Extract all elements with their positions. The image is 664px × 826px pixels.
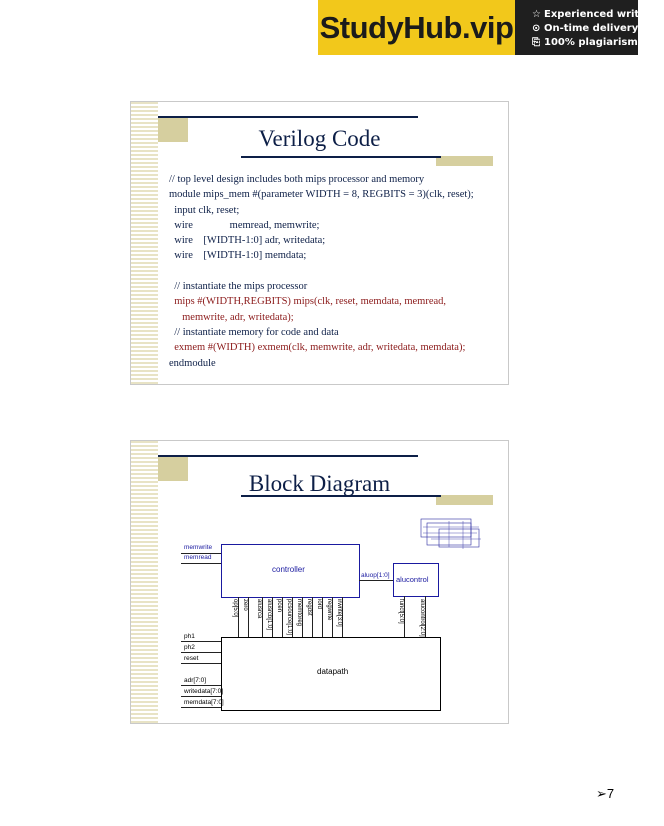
feature-item: ☆ Experienced writers xyxy=(532,9,657,20)
title-accent-bar xyxy=(436,156,493,166)
controller-label: controller xyxy=(272,565,305,574)
slide-block-diagram xyxy=(130,440,509,724)
signal-label-alucontrol: alucontrol[2:0] xyxy=(419,599,425,637)
ph2-label: ph2 xyxy=(184,644,195,651)
signal-wire xyxy=(272,597,273,637)
signal-label-zero: zero xyxy=(242,599,248,611)
slide-title: Verilog Code xyxy=(258,126,381,151)
slide-verilog-code xyxy=(130,101,509,385)
aluop-wire xyxy=(359,580,393,581)
signal-label-regdst: regdst xyxy=(306,599,312,616)
signal-wire xyxy=(404,596,405,637)
memwrite-label: memwrite xyxy=(184,544,213,551)
writedata-wire xyxy=(181,696,221,697)
banner-features xyxy=(532,8,664,50)
signal-label-iord: iord xyxy=(316,599,322,610)
title-top-rule xyxy=(158,116,418,118)
ad-banner[interactable] xyxy=(318,0,664,55)
signal-label-memtoreg: memtoreg xyxy=(296,599,302,627)
writedata-label: writedata[7:0] xyxy=(184,688,224,695)
aluop-label: aluop[1:0] xyxy=(361,572,390,579)
datapath-label: datapath xyxy=(317,667,349,676)
signal-label-pcen: pcen xyxy=(276,599,282,613)
studyhub-logo[interactable]: StudyHub.vip xyxy=(318,0,515,55)
signal-wire xyxy=(238,597,239,637)
signal-wire xyxy=(282,597,283,637)
ph1-label: ph1 xyxy=(184,633,195,640)
star-icon: ☆ xyxy=(532,9,541,20)
alucontrol-label: alucontrol xyxy=(396,575,429,584)
ph2-wire xyxy=(181,652,221,653)
slide-title: Block Diagram xyxy=(248,471,391,496)
feature-item: ⊙ On-time delivery xyxy=(532,23,639,34)
signal-wire xyxy=(342,597,343,637)
feature-item: ⎘ 100% plagiarism free xyxy=(532,37,664,48)
memdata-label: memdata[7:0] xyxy=(184,699,224,706)
signal-wire xyxy=(302,597,303,637)
signal-label-funct: funct[5:0] xyxy=(398,599,404,624)
signal-wire xyxy=(425,596,426,637)
verilog-code-block: // top level design includes both mips processor and memory module mips_mem #(parameter WIDTH = 8, REGBITS = 3)(clk, reset); input clk, reset; wire memread, memwrite; wire [WIDTH-1:0] adr, writedata; wire [WIDTH-1:0] memdata; // instantiate the mips processor mips #(WIDTH,REGBITS) mips(clk, reset, memdata, memread, memwrite, adr, writedata); // instantiate memory for code and data exmem #(WIDTH) exmem(clk, memwrite, adr, writedata, memdata); endmodule xyxy=(169,174,474,369)
reset-wire xyxy=(181,663,221,664)
signal-label-irwrite: irwrite[3:0] xyxy=(336,599,342,627)
signal-wire xyxy=(312,597,313,637)
memdata-wire xyxy=(181,707,221,708)
signal-wire xyxy=(322,597,323,637)
title-bottom-rule xyxy=(241,156,441,158)
copy-icon: ⎘ xyxy=(532,37,540,48)
memread-label: memread xyxy=(184,554,212,561)
signal-label-pcsource: pcsource[1:0] xyxy=(286,599,292,636)
block-diagram xyxy=(176,541,496,716)
signal-label-alusrcb: alusrcb[1:0] xyxy=(266,599,272,631)
signal-wire xyxy=(332,597,333,637)
signal-label-regwrite: regwrite xyxy=(326,599,332,621)
ph1-wire xyxy=(181,641,221,642)
title-top-rule xyxy=(158,455,418,457)
memread-wire xyxy=(181,563,221,564)
signal-label-alusrca: alusrca xyxy=(256,599,262,619)
signal-wire xyxy=(292,597,293,637)
adr-label: adr[7:0] xyxy=(184,677,207,684)
signal-wire xyxy=(248,597,249,637)
reset-label: reset xyxy=(184,655,199,662)
clock-icon: ⊙ xyxy=(532,23,541,34)
page-number: ➢7 xyxy=(596,786,615,801)
signal-wire xyxy=(262,597,263,637)
signal-label-op: op[5:0] xyxy=(232,599,238,618)
adr-wire xyxy=(181,685,221,686)
